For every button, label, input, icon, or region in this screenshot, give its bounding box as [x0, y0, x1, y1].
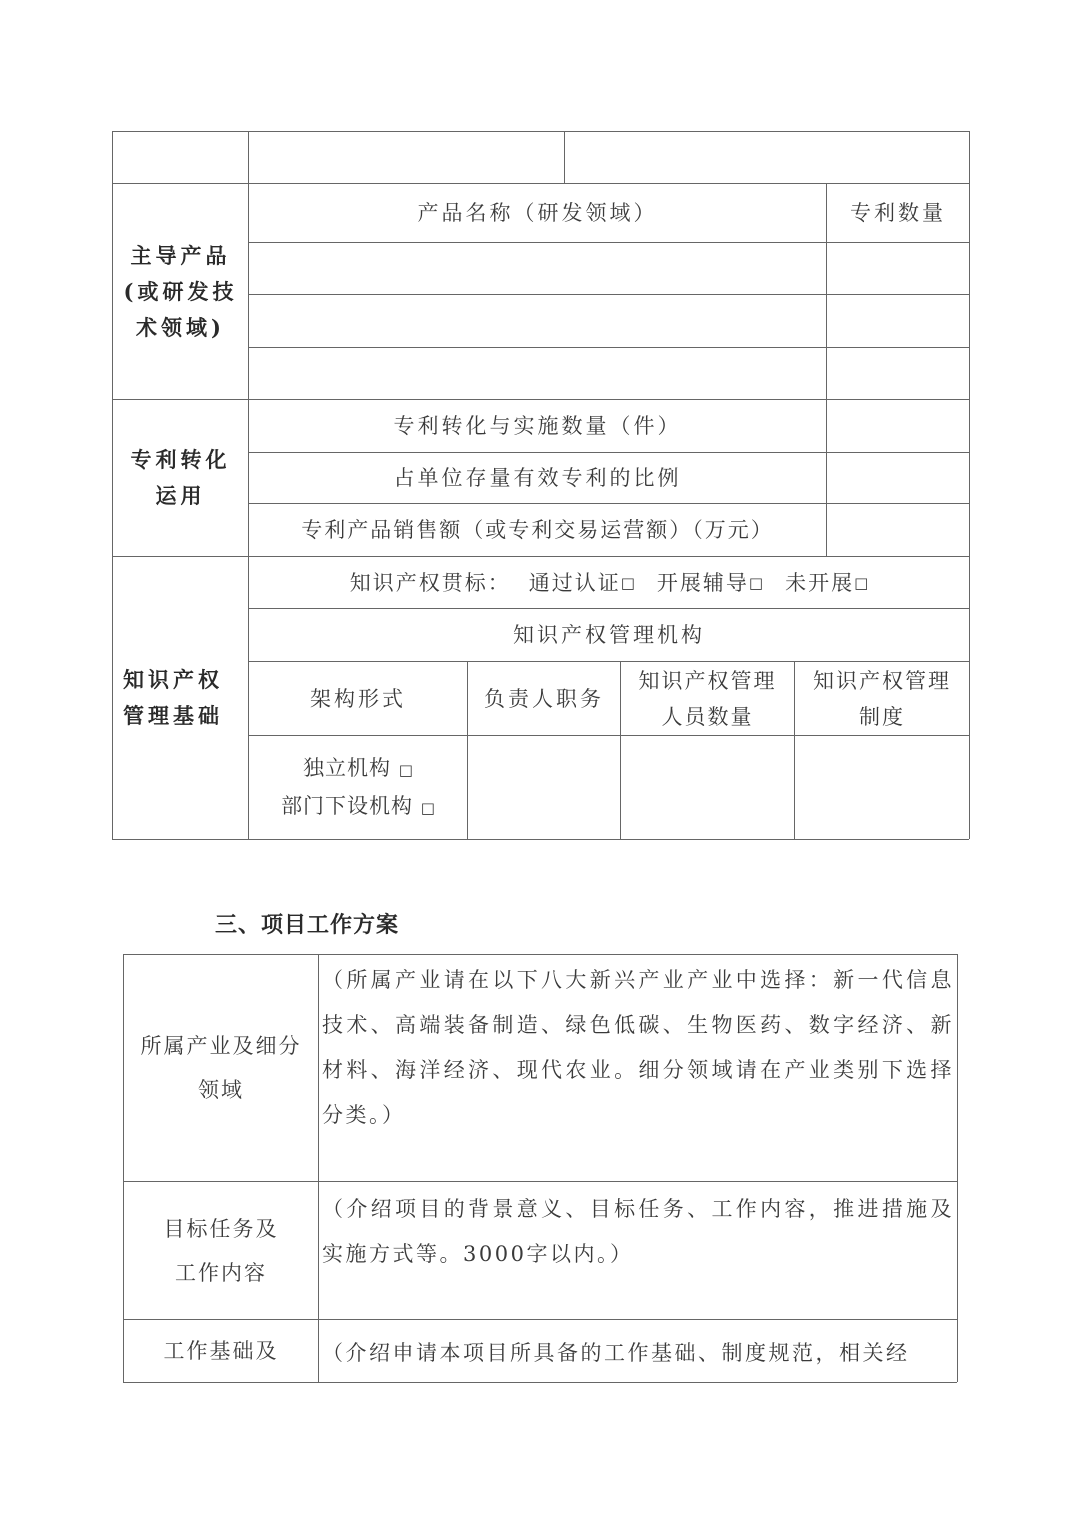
industry-instructions: （所属产业请在以下八大新兴产业产业中选择：新一代信息技术、高端装备制造、绿色低碳、生物医药、数字经济、新材料、海洋经济、现代农业。细分领域请在产业类别下选择分类。）: [322, 968, 954, 1127]
product-name-header: 产品名称（研发领域）: [417, 201, 658, 225]
ip-standard-line: [249, 557, 969, 608]
option-independent: [303, 750, 413, 788]
option-department-label: 部门下设机构: [281, 793, 414, 818]
ip-base-label: 知识产权 管理基础: [123, 667, 223, 728]
col-system: 知识产权管理 制度: [813, 668, 951, 729]
industry-label: 所属产业及细分 领域: [140, 1034, 302, 1102]
checkbox-empty-icon[interactable]: □: [620, 573, 635, 592]
tasks-label: 目标任务及 工作内容: [163, 1216, 279, 1285]
checkbox-empty-icon[interactable]: □: [748, 573, 764, 592]
option-certified-label: 通过认证: [528, 570, 621, 595]
checkbox-empty-icon[interactable]: □: [420, 798, 435, 817]
main-products-label: 主导产品 (或研发技 术领域): [123, 242, 238, 340]
ip-org-header: 知识产权管理机构: [513, 623, 705, 647]
foundation-instructions: （介绍申请本项目所具备的工作基础、制度规范，相关经: [322, 1341, 910, 1365]
patent-count-header: 专利数量: [850, 201, 946, 225]
option-coaching-label: 开展辅导: [656, 570, 749, 595]
option-not-started-label: 未开展: [785, 570, 855, 595]
ip-standard-prefix: 知识产权贯标：: [349, 570, 511, 595]
patent-use-row: 专利转化与实施数量（件）: [393, 414, 682, 438]
foundation-label: 工作基础及: [163, 1339, 279, 1363]
checkbox-empty-icon[interactable]: □: [398, 760, 413, 779]
option-independent-label: 独立机构: [303, 755, 392, 780]
structure-options: [249, 736, 467, 839]
section-title: 三、项目工作方案: [215, 912, 400, 938]
col-head-title: 负责人职务: [484, 686, 604, 711]
checkbox-empty-icon[interactable]: □: [854, 573, 869, 592]
col-structure: 架构形式: [310, 686, 406, 711]
patent-use-label: 专利转化 运用: [130, 447, 231, 508]
tasks-instructions: （介绍项目的背景意义、目标任务、工作内容，推进措施及实施方式等。3000字以内。）: [322, 1197, 954, 1266]
patent-use-row: 专利产品销售额（或专利交易运营额）（万元）: [301, 518, 774, 542]
patent-use-row: 占单位存量有效专利的比例: [393, 466, 682, 490]
option-department: [281, 788, 435, 826]
col-staff-count: 知识产权管理 人员数量: [638, 668, 777, 729]
